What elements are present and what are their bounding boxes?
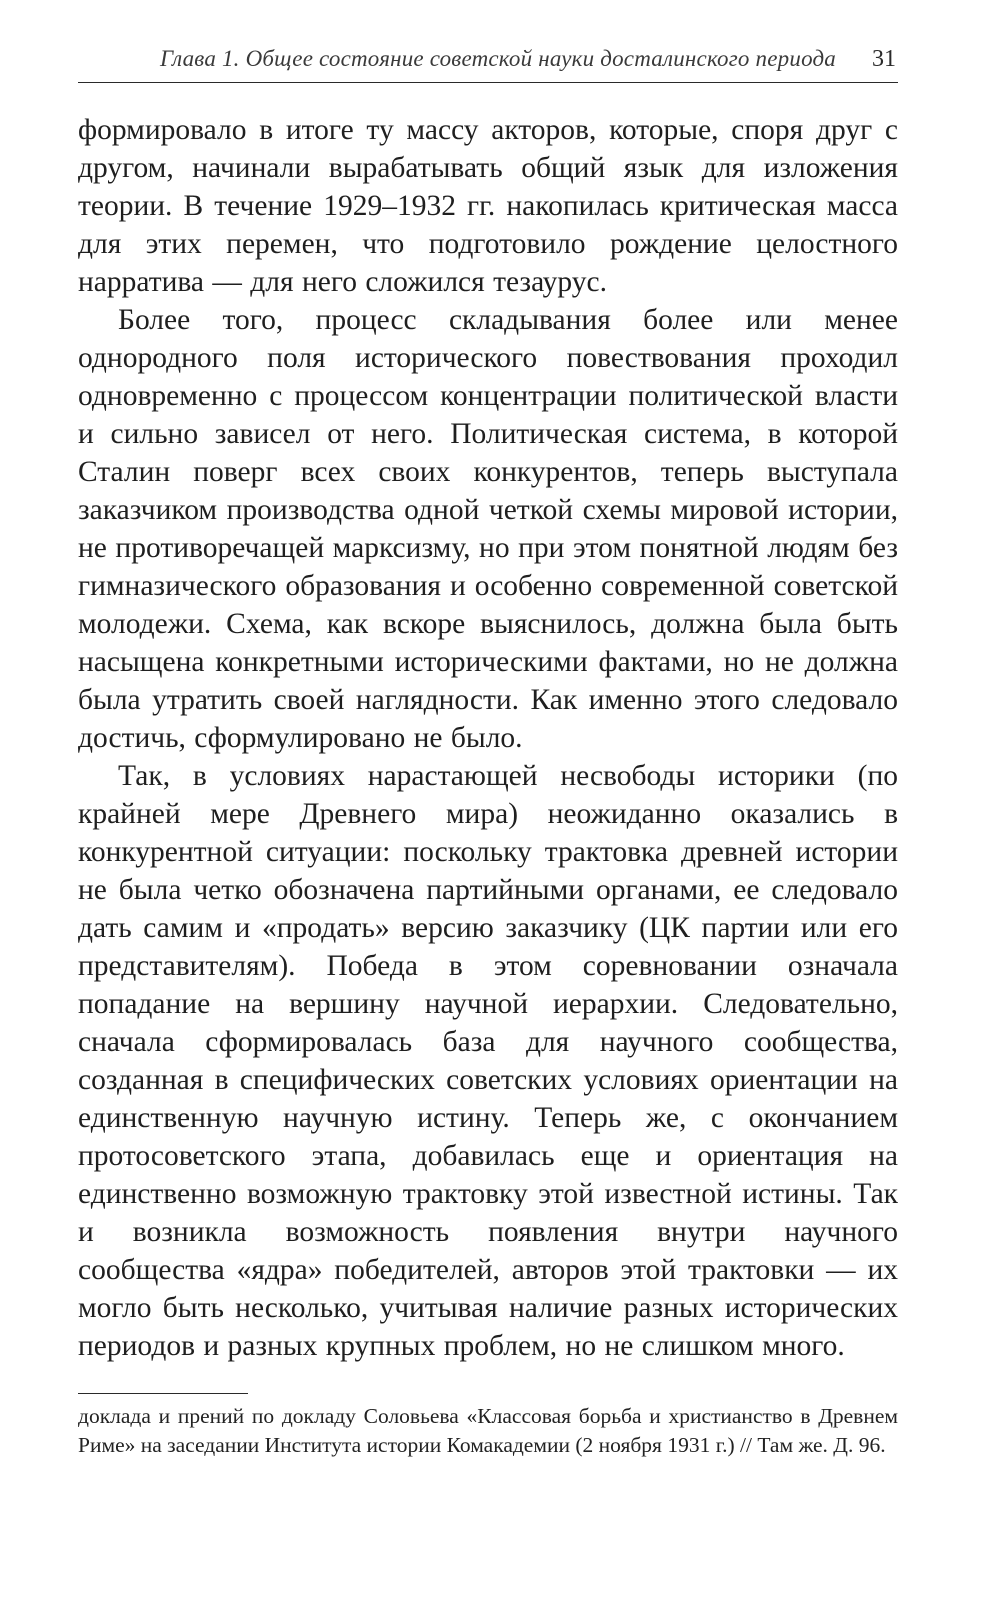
paragraph-1: формировало в итоге ту массу акторов, которые, споря друг с другом, начинали вырабатывать общий язык для изложения теории. В течение 1929–1932 гг. накопилась критическая масса для этих перемен, что подготовило рождение целостного нарратива — для него сложился тезаурус. xyxy=(78,114,898,298)
book-page xyxy=(78,40,898,1460)
chapter-title: Глава 1. Общее состояние советской науки досталинского периода xyxy=(160,46,836,71)
footnote: доклада и прений по докладу Соловьева «Классовая борьба и христианство в Древнем Риме» на заседании Института истории Комакадемии (2 ноября 1931 г.) // Там же. Д. 96. xyxy=(78,1404,898,1457)
running-header xyxy=(78,40,898,83)
paragraph-3: Так, в условиях нарастающей несвободы историки (по крайней мере Древнего мира) неожиданно оказались в конкурентной ситуации: поскольку трактовка древней истории не была четко обозначена партийными органами, ее следовало дать самим и «продать» версию заказчику (ЦК партии или его представителям). Победа в этом соревновании означала попадание на вершину научной иерархии. Следовательно, сначала сформировалась база для научного сообщества, созданная в специфических советских условиях ориентации на единственную научную истину. Теперь же, с окончанием протосоветского этапа, добавилась еще и ориентация на единственно возможную трактовку этой известной истины. Так и возникла возможность появления внутри научного сообщества «ядра» победителей, авторов этой трактовки — их могло быть несколько, учитывая наличие разных исторических периодов и разных крупных проблем, но не слишком много. xyxy=(78,760,898,1362)
footnote-divider xyxy=(78,1393,248,1394)
main-text xyxy=(78,111,898,1365)
page-number: 31 xyxy=(872,46,896,72)
paragraph-2: Более того, процесс складывания более или менее однородного поля исторического повествования проходил одновременно с процессом концентрации политической власти и сильно зависел от него. Политическая система, в которой Сталин поверг всех своих конкурентов, теперь выступала заказчиком производства одной четкой схемы мировой истории, не противоречащей марксизму, но при этом понятной людям без гимназического образования и особенно современной советской молодежи. Схема, как вскоре выяснилось, должна была быть насыщена конкретными историческими фактами, но не должна была утратить своей наглядности. Как именно этого следовало достичь, сформулировано не было. xyxy=(78,304,898,754)
